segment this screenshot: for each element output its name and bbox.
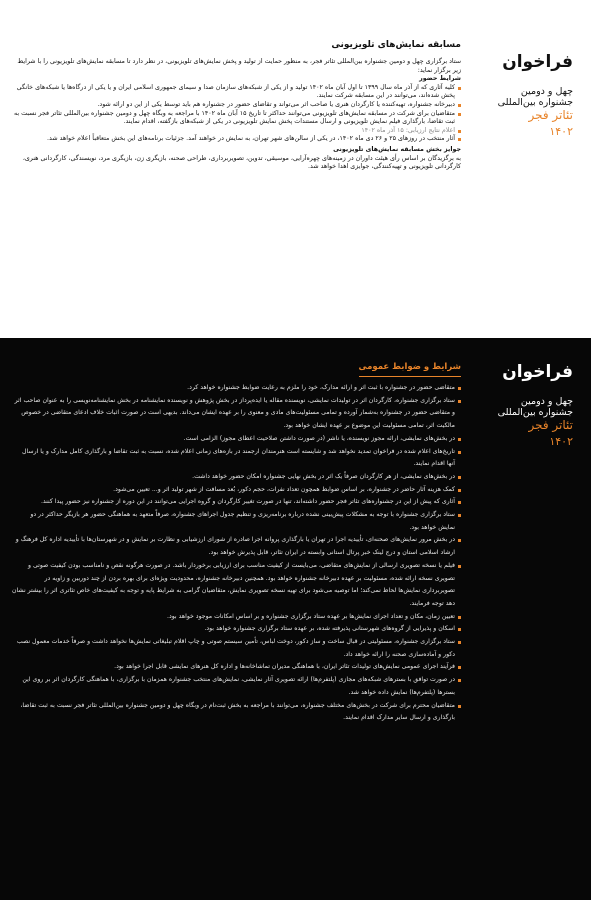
brand-title: فراخوان <box>502 52 573 72</box>
brand-block-bottom <box>468 362 573 448</box>
list-item: ستاد برگزاری جشنواره، کارگردان اثر در تولیدات نمایشی، نویسنده مقاله یا ایده‌پرداز در بخش پژوهش و نویسنده نمایشنامه در بخش نمایشنامه‌نویسی را به عنوان صاحب اثر و متقاضی حضور در جشنواره به‌شمار آورده و تمامی مسئولیت‌های مادی و معنوی را بر عهده ایشان می‌داند. بدیهی است در صورت اثبات خلاف ادعای متقاضی در خصوص مالکیت اثر، تمامی مسئولیت این موضوع بر عهده ایشان خواهد بود. <box>12 395 461 433</box>
list-item: دبیرخانه جشنواره، تهیه‌کننده یا کارگردان هنری یا صاحب اثر می‌تواند و تقاضای حضور در جشنواره هم باید توسط یکی از این دو ارائه شود. <box>12 101 461 110</box>
brand-line2: جشنواره بین‌المللی <box>497 97 573 108</box>
top-panel <box>0 0 591 300</box>
brand-divider <box>0 0 85 2</box>
gap <box>0 300 591 338</box>
intro-text: ستاد برگزاری چهل و دومین جشنواره بین‌المللی تئاتر فجر، به منظور حمایت از تولید و پخش نمایش‌های تلویزیونی، در نظر دارد تا مسابقه نمایش‌های تلویزیونی را با شرایط زیر برگزار نماید: <box>17 58 461 74</box>
list-item: تعیین زمان، مکان و تعداد اجرای نمایش‌ها بر عهده ستاد برگزاری جشنواره و بر اساس امکانات موجود خواهد بود. <box>12 611 461 624</box>
list-item: فرآیند اجرای عمومی نمایش‌های تولیدات تئاتر ایران، با هماهنگی مدیران تماشاخانه‌ها و اداره کل هنرهای نمایشی قابل اجرا خواهد بود. <box>12 661 461 674</box>
bottom-panel <box>0 338 591 900</box>
list-item: متقاضیان برای شرکت در مسابقه نمایش‌های تلویزیونی می‌توانند حداکثر تا تاریخ ۱۵ آبان ماه ۱۴۰۲ با مراجعه به وبگاه چهل و دومین جشنواره بین‌المللی تئاتر فجر نسبت به ثبت تقاضا، بارگذاری فیلم نمایش تلویزیونی و ارسال مستندات پخش نمایش تلویزیونی در یکی از شبکه‌های بازگفته، اقدام نمایند. <box>12 110 461 127</box>
brand-line1: چهل و دومین <box>520 396 573 407</box>
awards-title: جوایز بخش مسابقه نمایش‌های تلویزیونی <box>333 145 461 153</box>
brand-year: ۱۴۰۲ <box>549 435 573 448</box>
brand-line3: تئاتر فجر <box>528 418 573 432</box>
list-item: آثاری که پیش از این در جشنواره‌های تئاتر فجر حضور داشته‌اند، تنها در صورت تغییر کارگردان و گروه اجرایی می‌توانند در این دوره از جشنواره نیز حضور پیدا کنند. <box>12 496 461 509</box>
list-item: در بخش‌های نمایشی، از هر کارگردان صرفاً یک اثر در بخش نهایی جشنواره امکان حضور خواهد داشت. <box>12 471 461 484</box>
list-item: متقاضی حضور در جشنواره با ثبت اثر و ارائه مدارک، خود را ملزم به رعایت ضوابط جشنواره خواهد کرد. <box>12 382 461 395</box>
list-item: در صورت توافق با بستر‌های شبکه‌های مجازی (پلتفرم‌ها) ارائه تصویری آثار نمایشی، نمایش‌های منتخب جشنواره همزمان با برگزاری، با هماهنگی کارگردان اثر بر روی این بستر‌ها (پلتفرم‌ها) نمایش داده خواهد شد. <box>12 674 461 699</box>
list-item: کمک هزینه آثار حاضر در جشنواره، بر اساس ضوابط همچون تعداد نفرات، حجم دکور، بُعد مسافت از شهر تولید اثر و... تعیین می‌شود. <box>12 484 461 497</box>
top-content <box>12 38 461 172</box>
list-item: اسکان و پذیرایی از گروه‌های شهرستانی پذیرفته شده، بر عهده ستاد برگزاری جشنواره خواهد بود. <box>12 623 461 636</box>
awards-text: به برگزیدگان بر اساس رأی هیئت داوران در زمینه‌های چهره‌آرایی، موسیقی، تدوین، تصویربرداری، طراحی صحنه، بازیگری زن، بازیگری مرد، نویسندگی، کارگردانی هنری، کارگردانی تلویزیونی و تهیه‌کنندگی، جوایزی اهدا خواهد شد. <box>22 154 461 171</box>
bottom-content <box>12 360 461 725</box>
brand-divider <box>1 0 80 7</box>
brand-title: فراخوان <box>502 362 573 382</box>
brand-line1: چهل و دومین <box>520 86 573 97</box>
section-title: مسابقه نمایش‌های تلویزیونی <box>331 40 461 50</box>
section-title: شرایط و ضوابط عمومی <box>359 360 461 377</box>
brand-year: ۱۴۰۲ <box>549 125 573 138</box>
list-item: تاریخ‌های اعلام شده در فراخوان تمدید نخواهد شد و شایسته است هنرمندان ارجمند در بازه‌های زمانی اعلام شده، نسبت به ثبت تقاضا و بارگذاری کامل مدارک و یا ارسال آنها اقدام نمایند. <box>12 446 461 471</box>
list-item: در بخش‌های نمایشی، ارائه مجوز نویسنده، یا ناشر (در صورت داشتن صلاحیت اعطای مجوز) الزامی است. <box>12 433 461 446</box>
list-item: متقاضیان محترم برای شرکت در بخش‌های مختلف جشنواره، می‌توانند با مراجعه به بخش ثبت‌نام در وبگاه چهل و دومین جشنواره بین‌المللی تئاتر فجر نسبت به ثبت تقاضا، بارگذاری و ارسال سایر مدارک اقدام نمایند. <box>12 700 461 725</box>
brand-block-top <box>468 52 573 138</box>
list-item: ستاد برگزاری جشنواره، مسئولیتی در قبال ساخت و ساز دکور، دوخت لباس، تأمین سیستم صوتی و چاپ اقلام تبلیغاتی نمایش‌ها نخواهد داشت و صرفاً خدمات معمول نصب دکور و آماده‌سازی صحنه را ارائه خواهد داد. <box>12 636 461 661</box>
brand-line3: تئاتر فجر <box>528 108 573 122</box>
brand-line2: جشنواره بین‌المللی <box>497 407 573 418</box>
list-item: اعلام نتایج ارزیابی: ۱۵ آذر ماه ۱۴۰۲ <box>12 127 461 136</box>
conditions-title: شرایط حضور <box>419 75 461 83</box>
list-item: ستاد برگزاری جشنواره با توجه به مشکلات پیش‌بینی نشده درباره برنامه‌ریزی و تنظیم جدول اجراهای جشنواره، صرفاً متعهد به هماهنگی حضور هر بازیگر حداکثر در دو نمایش خواهد بود. <box>12 509 461 534</box>
list-item: آثار منتخب در روزهای ۲۵ و ۲۶ دی ماه ۱۴۰۲، در یکی از سالن‌های شهر تهران، به نمایش در خواهند آمد. جزئیات برنامه‌های این بخش متعاقباً اعلام خواهد شد. <box>12 135 461 144</box>
list-item: فیلم یا نسخه تصویری ارسالی از نمایش‌های متقاضی، می‌بایست از کیفیت مناسب برای ارزیابی برخوردار باشد. در صورت هرگونه نقص و نامناسب بودن کیفیت صوتی و تصویری نسخه ارائه شده، مسئولیت بر عهده دبیرخانه جشنواره خواهد بود. همچنین دبیرخانه جشنواره، محدودیت ویژه‌ای برای بهره بردن از چند دوربین و زاویه در تصویربرداری نمایش‌ها لحاظ نمی‌کند؛ اما توصیه می‌شود برای تهیه نسخه تصویری نمایش، متقاضیان گرامی به شرایط پایه و توجه به کیفیت‌های خاص تئاتری اثر را بیشتر نشان دهد توجه فرمایند. <box>12 560 461 611</box>
list-item: در بخش مرور نمایش‌های صحنه‌ای، تأییدیه اجرا در تهران یا بارگذاری پروانه اجرا صادره از شورای ارزشیابی و نظارت بر نمایش و در شهرستان‌ها با تأییدیه اداره کل فرهنگ و ارشاد اسلامی استان و درج لینک خبر پرتال استانی وابسته در ایران تئاتر، قابل پذیرش خواهد بود. <box>12 534 461 559</box>
list-item: کلیه آثاری که از آذر ماه سال ۱۳۹۹ تا اول آبان ماه ۱۴۰۲ تولید و از یکی از شبکه‌های سازمان صدا و سیمای جمهوری اسلامی ایران و یا یکی از درگاه‌ها یا شبکه‌های خانگی پخش شده‌اند، می‌توانند در این مسابقه شرکت نمایند. <box>12 84 461 101</box>
